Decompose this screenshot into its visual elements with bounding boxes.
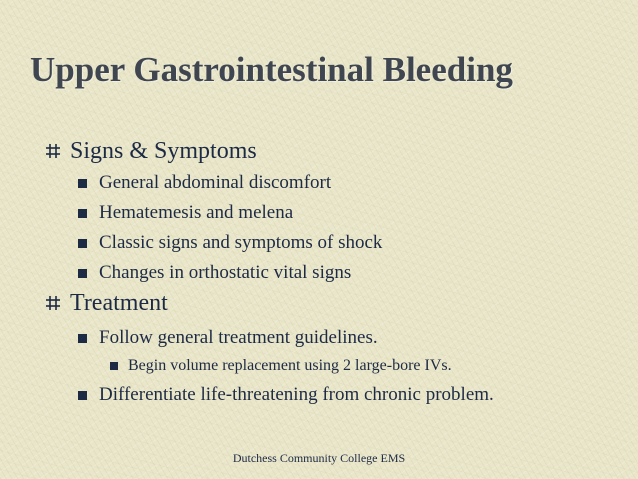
list-item-text: Classic signs and symptoms of shock <box>99 232 383 253</box>
bullet-treatment <box>46 290 168 317</box>
list-item <box>78 172 331 194</box>
square-bullet-icon <box>110 362 118 370</box>
bullet-label: Treatment <box>70 290 168 316</box>
list-subitem <box>110 357 452 375</box>
slide-title: Upper Gastrointestinal Bleeding <box>30 50 513 89</box>
square-bullet-icon <box>78 239 87 248</box>
list-item <box>78 202 293 224</box>
list-item <box>78 327 378 349</box>
list-item-text: Follow general treatment guidelines. <box>99 327 378 348</box>
square-bullet-icon <box>78 179 87 188</box>
square-bullet-icon <box>78 391 87 400</box>
list-item <box>78 262 351 284</box>
slide-footer: Dutchess Community College EMS <box>232 451 406 465</box>
list-item-text: Hematemesis and melena <box>99 202 294 223</box>
list-item-text: Changes in orthostatic vital signs <box>99 262 352 283</box>
bullet-label: Signs & Symptoms <box>70 138 257 164</box>
square-bullet-icon <box>78 269 87 278</box>
list-item <box>78 384 494 406</box>
list-subitem-text: Begin volume replacement using 2 large-bore IVs. <box>128 357 452 374</box>
list-item <box>78 232 382 254</box>
hash-icon <box>46 296 60 310</box>
square-bullet-icon <box>78 334 87 343</box>
list-item-text: General abdominal discomfort <box>99 172 332 193</box>
list-item-text: Differentiate life-threatening from chronic problem. <box>99 384 494 405</box>
hash-icon <box>46 144 60 158</box>
square-bullet-icon <box>78 209 87 218</box>
bullet-signs-symptoms <box>46 138 257 165</box>
